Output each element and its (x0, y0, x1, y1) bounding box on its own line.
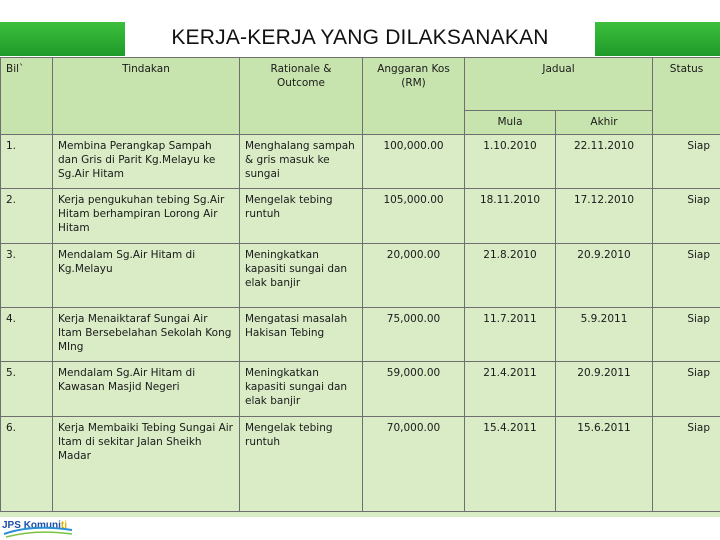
cell-akhir: 20.9.2010 (556, 244, 653, 308)
table-row (1, 308, 720, 362)
cell-bil: 4. (1, 308, 53, 362)
table-row (1, 244, 720, 308)
work-table (0, 57, 720, 512)
cell-status: Siap (653, 362, 720, 417)
header-status: Status (653, 58, 720, 135)
table-row (1, 362, 720, 417)
cell-akhir: 17.12.2010 (556, 189, 653, 244)
cell-rationale: Menghalang sampah & gris masuk ke sungai (240, 135, 363, 189)
cell-status: Siap (653, 135, 720, 189)
cell-mula: 1.10.2010 (465, 135, 556, 189)
cell-rationale: Mengelak tebing runtuh (240, 417, 363, 512)
cell-akhir: 22.11.2010 (556, 135, 653, 189)
table-row (1, 135, 720, 189)
header-akhir: Akhir (556, 111, 653, 135)
cell-rationale: Meningkatkan kapasiti sungai dan elak banjir (240, 362, 363, 417)
cell-tindakan: Mendalam Sg.Air Hitam di Kawasan Masjid Negeri (53, 362, 240, 417)
jps-komuniti-logo (2, 512, 74, 538)
cell-mula: 21.4.2011 (465, 362, 556, 417)
cell-status: Siap (653, 417, 720, 512)
cell-akhir: 15.6.2011 (556, 417, 653, 512)
cell-rationale: Mengatasi masalah Hakisan Tebing (240, 308, 363, 362)
cell-akhir: 5.9.2011 (556, 308, 653, 362)
page-title: KERJA-KERJA YANG DILAKSANAKAN (125, 20, 595, 56)
cell-akhir: 20.9.2011 (556, 362, 653, 417)
cell-bil: 3. (1, 244, 53, 308)
cell-kos: 59,000.00 (363, 362, 465, 417)
cell-mula: 15.4.2011 (465, 417, 556, 512)
cell-tindakan: Kerja pengukuhan tebing Sg.Air Hitam berhampiran Lorong Air Hitam (53, 189, 240, 244)
header-rationale: Rationale & Outcome (240, 58, 363, 135)
cell-bil: 6. (1, 417, 53, 512)
header-bil: Bil` (1, 58, 53, 135)
logo-swoosh-icon (2, 512, 74, 538)
table-row (1, 189, 720, 244)
cell-kos: 105,000.00 (363, 189, 465, 244)
cell-status: Siap (653, 244, 720, 308)
header-jadual: Jadual (465, 58, 653, 111)
cell-tindakan: Kerja Menaiktaraf Sungai Air Itam Bersebelahan Sekolah Kong MIng (53, 308, 240, 362)
cell-status: Siap (653, 189, 720, 244)
cell-kos: 75,000.00 (363, 308, 465, 362)
cell-rationale: Meningkatkan kapasiti sungai dan elak banjir (240, 244, 363, 308)
table-row (1, 417, 720, 512)
cell-bil: 2. (1, 189, 53, 244)
header-anggaran: Anggaran Kos (RM) (363, 58, 465, 135)
cell-tindakan: Membina Perangkap Sampah dan Gris di Parit Kg.Melayu ke Sg.Air Hitam (53, 135, 240, 189)
cell-status: Siap (653, 308, 720, 362)
work-table-container (0, 57, 720, 517)
cell-mula: 21.8.2010 (465, 244, 556, 308)
cell-kos: 20,000.00 (363, 244, 465, 308)
cell-mula: 11.7.2011 (465, 308, 556, 362)
cell-kos: 100,000.00 (363, 135, 465, 189)
header-mula: Mula (465, 111, 556, 135)
cell-mula: 18.11.2010 (465, 189, 556, 244)
cell-tindakan: Kerja Membaiki Tebing Sungai Air Itam di sekitar Jalan Sheikh Madar (53, 417, 240, 512)
logo-suffix: Komuni (23, 519, 61, 531)
header-tindakan: Tindakan (53, 58, 240, 135)
cell-bil: 5. (1, 362, 53, 417)
cell-kos: 70,000.00 (363, 417, 465, 512)
cell-rationale: Mengelak tebing runtuh (240, 189, 363, 244)
cell-tindakan: Mendalam Sg.Air Hitam di Kg.Melayu (53, 244, 240, 308)
logo-prefix: JPS (2, 519, 21, 531)
logo-accent: ti (60, 519, 68, 531)
cell-bil: 1. (1, 135, 53, 189)
